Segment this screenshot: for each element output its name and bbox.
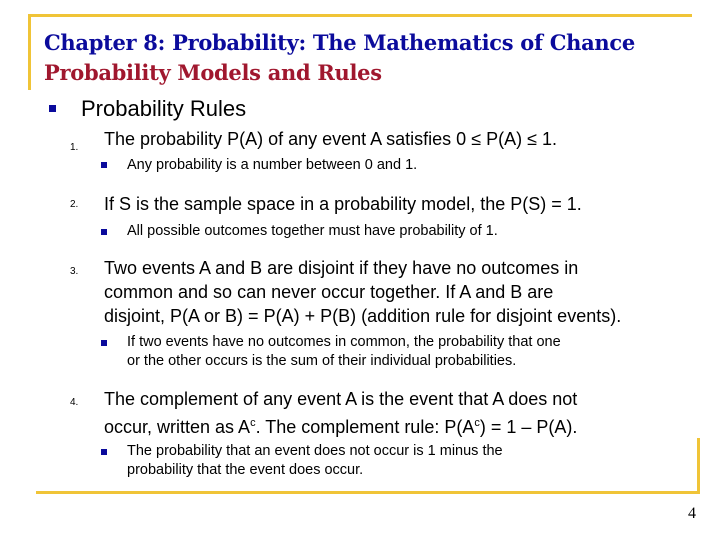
rule-number-2: 2. (70, 199, 79, 210)
rule-number-4: 4. (70, 397, 79, 408)
rule-4-text-b: . The complement rule: P(A (255, 417, 475, 437)
frame-right-line (697, 438, 700, 494)
slide-title: Chapter 8: Probability: The Mathematics of Chance (44, 30, 635, 55)
rule-3-line-3: disjoint, P(A or B) = P(A) + P(B) (addition rule for disjoint events). (104, 306, 622, 326)
rule-3-note-line-2: or the other occurs is the sum of their individual probabilities. (127, 353, 517, 369)
rule-4-note-line-2: probability that the event does occur. (127, 462, 364, 478)
rule-2-text: If S is the sample space in a probability model, the P(S) = 1. (104, 194, 582, 214)
section-heading: Probability Rules (81, 96, 247, 121)
slide-subtitle: Probability Models and Rules (44, 60, 382, 85)
rule-4-line-2 (104, 411, 577, 439)
complement-superscript: c (250, 417, 256, 429)
rule-4-text-a: occur, written as A (104, 417, 251, 437)
square-bullet-icon (101, 449, 107, 455)
rule-1-text: The probability P(A) of any event A satisfies 0 ≤ P(A) ≤ 1. (104, 129, 557, 149)
rule-1-note: Any probability is a number between 0 and 1. (127, 157, 418, 173)
frame-left-line (28, 14, 31, 90)
frame-bottom-line (36, 491, 700, 494)
rule-3-line-2: common and so can never occur together. If A and B are (104, 282, 554, 302)
page-number: 4 (688, 505, 696, 522)
rule-4-note-line-1: The probability that an event does not occur is 1 minus the (127, 443, 503, 459)
rule-number-1: 1. (70, 142, 79, 153)
square-bullet-icon (101, 162, 107, 168)
rule-number-3: 3. (70, 266, 79, 277)
square-bullet-icon (101, 340, 107, 346)
complement-superscript: c (474, 417, 480, 429)
square-bullet-icon (49, 105, 56, 112)
rule-2-note: All possible outcomes together must have probability of 1. (127, 223, 498, 239)
rule-4-text-c: ) = 1 – P(A). (479, 417, 578, 437)
rule-3-note-line-1: If two events have no outcomes in common, the probability that one (127, 334, 561, 350)
frame-top-line (28, 14, 692, 17)
square-bullet-icon (101, 229, 107, 235)
rule-3-line-1: Two events A and B are disjoint if they have no outcomes in (104, 258, 579, 278)
rule-4-line-1: The complement of any event A is the event that A does not (104, 389, 578, 409)
